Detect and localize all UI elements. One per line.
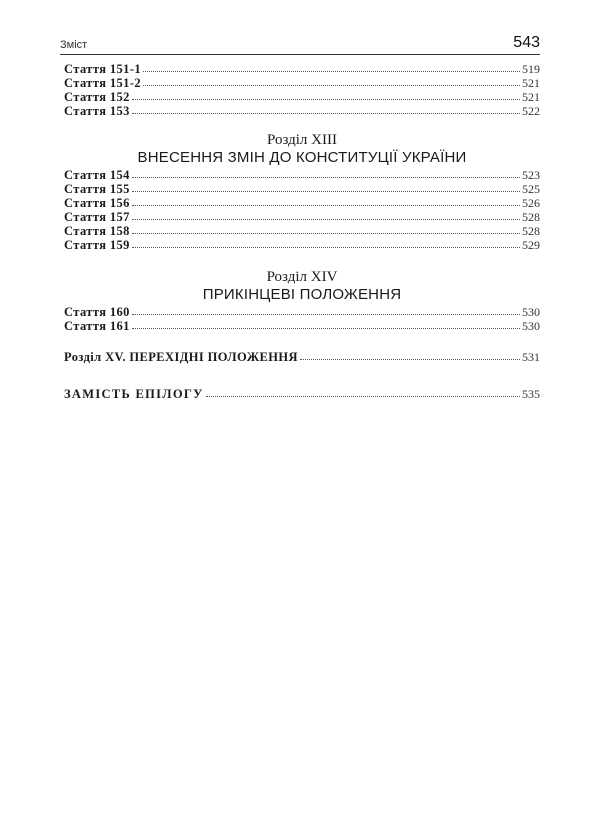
section-title: ПРИКІНЦЕВІ ПОЛОЖЕННЯ <box>202 286 402 303</box>
section-heading <box>64 268 540 304</box>
toc-entry-page: 529 <box>522 238 540 252</box>
toc-entry-page: 528 <box>522 210 540 224</box>
dot-leader <box>132 237 520 248</box>
toc-entry-page: 522 <box>522 104 540 118</box>
toc-entry-page: 528 <box>522 224 540 238</box>
toc-entry[interactable] <box>64 238 540 252</box>
toc-entry[interactable] <box>64 90 540 104</box>
toc-entry-page: 525 <box>522 182 540 196</box>
page-header <box>60 30 540 55</box>
toc-entry-label: Стаття 153 <box>64 104 130 118</box>
dot-leader <box>132 318 520 329</box>
toc-entry[interactable] <box>64 305 540 319</box>
toc-entry[interactable] <box>64 196 540 210</box>
toc-entry[interactable] <box>64 104 540 118</box>
section-heading <box>64 131 540 167</box>
dot-leader <box>206 386 520 397</box>
toc-entry[interactable] <box>64 182 540 196</box>
toc-entry-page: 526 <box>522 196 540 210</box>
toc-entry[interactable] <box>64 76 540 90</box>
toc-entry[interactable] <box>64 168 540 182</box>
toc-entry-label: Стаття 151-1 <box>64 62 142 76</box>
toc-entry-page: 530 <box>522 319 540 333</box>
dot-leader <box>143 75 520 86</box>
toc-entry-label: Стаття 161 <box>64 319 130 333</box>
running-header-title: Зміст <box>60 39 88 51</box>
toc-entry[interactable] <box>64 319 540 333</box>
dot-leader <box>132 89 520 100</box>
toc-entry-page: 530 <box>522 305 540 319</box>
toc-entry-label: Стаття 160 <box>64 305 130 319</box>
section-number: Розділ XIII <box>267 132 337 148</box>
toc-entry-label: Стаття 151-2 <box>64 76 142 90</box>
toc-entry[interactable] <box>64 224 540 238</box>
toc-entry-page: 521 <box>522 90 540 104</box>
dot-leader <box>132 103 520 114</box>
dot-leader <box>132 209 520 220</box>
toc-entry[interactable] <box>64 62 540 76</box>
toc-entry-label: Стаття 154 <box>64 168 130 182</box>
toc-entry[interactable] <box>64 210 540 224</box>
section-number: Розділ XIV <box>266 269 338 285</box>
dot-leader <box>132 195 520 206</box>
toc-entry-label: Стаття 158 <box>64 224 130 238</box>
toc-entry-epilogue[interactable] <box>64 387 540 401</box>
dot-leader <box>132 223 520 234</box>
toc-entry-label: Стаття 152 <box>64 90 130 104</box>
toc-entry-label: Стаття 155 <box>64 182 130 196</box>
toc-entry-label: Стаття 159 <box>64 238 130 252</box>
section-title: ВНЕСЕННЯ ЗМІН ДО КОНСТИТУЦІЇ УКРАЇНИ <box>137 149 467 166</box>
dot-leader <box>132 304 520 315</box>
toc-entry-page: 523 <box>522 168 540 182</box>
dot-leader <box>132 181 520 192</box>
page-number: 543 <box>513 34 540 51</box>
toc-entry-section-15[interactable] <box>64 350 540 364</box>
toc-entry-label: Розділ XV. ПЕРЕХІДНІ ПОЛОЖЕННЯ <box>64 350 298 364</box>
dot-leader <box>300 349 520 360</box>
toc-entry-page: 531 <box>522 350 540 364</box>
toc-entry-page: 521 <box>522 76 540 90</box>
dot-leader <box>132 167 520 178</box>
toc-entry-page: 519 <box>522 62 540 76</box>
toc-entry-label: ЗАМІСТЬ ЕПІЛОГУ <box>64 387 204 401</box>
dot-leader <box>143 61 520 72</box>
toc-entry-page: 535 <box>522 387 540 401</box>
toc-entry-label: Стаття 156 <box>64 196 130 210</box>
toc-entry-label: Стаття 157 <box>64 210 130 224</box>
